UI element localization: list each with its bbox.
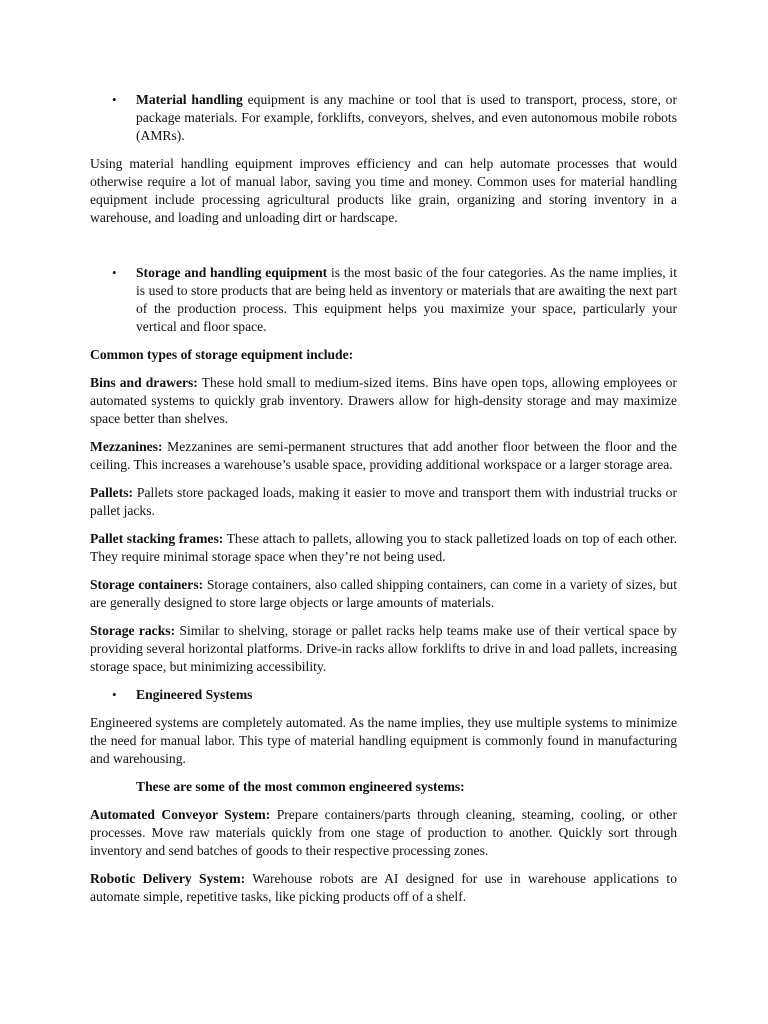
engineered-item-term: Automated Conveyor System: xyxy=(90,807,271,822)
storage-item-desc: These attach to pallets, allowing you to stack palletized loads on top of each other. They require minimal storage space when they’re not being used. xyxy=(90,531,678,564)
storage-item xyxy=(90,438,677,474)
engineered-item xyxy=(90,870,677,906)
bullet-icon: • xyxy=(112,687,117,702)
paragraph-engineered: Engineered systems are completely automated. As the name implies, they use multiple systems to minimize the need for manual labor. This type of material handling equipment is commonly found in manufacturing and warehousing. xyxy=(90,715,677,766)
storage-item-desc: These hold small to medium-sized items. Bins have open tops, allowing employees or automated systems to quickly grab inventory. Drawers allow for high-density storage and may maximize space better than shelves. xyxy=(90,375,677,426)
bullet-term: Material handling xyxy=(136,92,243,107)
storage-item xyxy=(90,530,677,566)
engineered-item-term: Robotic Delivery System: xyxy=(90,871,246,886)
storage-item-desc: Storage containers, also called shipping containers, can come in a variety of sizes, but are generally designed to store large objects or large amounts of materials. xyxy=(90,577,677,610)
bullet-text: is the most basic of the four categories. As the name implies, it is used to store products that are being held as inventory or materials that are awaiting the next part of the production process. This equipment helps you maximize your space, particularly your vertical and floor space. xyxy=(136,265,677,334)
bullet-term: Storage and handling equipment xyxy=(136,265,328,280)
storage-item-desc: Pallets store packaged loads, making it easier to move and transport them with industrial trucks or pallet jacks. xyxy=(90,485,677,518)
bullet-icon: • xyxy=(112,265,117,280)
document-page xyxy=(90,91,677,916)
storage-item-term: Pallets: xyxy=(90,485,134,500)
storage-item-term: Mezzanines: xyxy=(90,439,163,454)
storage-item-desc: Similar to shelving, storage or pallet racks help teams make use of their vertical space by providing several horizontal platforms. Drive-in racks allow forklifts to drive in and load pallets, increasing storage space, but minimizing accessibility. xyxy=(90,623,677,674)
paragraph-uses: Using material handling equipment improves efficiency and can help automate processes that would otherwise require a lot of manual labor, saving you time and money. Common uses for material handling equipment include processing agricultural products like grain, organizing and storing inventory in a warehouse, and loading and unloading dirt or hardscape. xyxy=(90,156,677,225)
storage-heading xyxy=(90,346,677,364)
engineered-heading xyxy=(90,778,677,796)
bullet-material-handling xyxy=(90,91,677,145)
storage-item xyxy=(90,374,677,428)
storage-item-term: Bins and drawers: xyxy=(90,375,198,390)
engineered-heading-text: These are some of the most common engineered systems: xyxy=(136,779,465,794)
storage-item-term: Storage racks: xyxy=(90,623,176,638)
bullet-icon: • xyxy=(112,92,117,107)
bullet-term: Engineered Systems xyxy=(136,687,253,702)
storage-heading-text: Common types of storage equipment include: xyxy=(90,347,354,362)
storage-item xyxy=(90,622,677,676)
storage-item-term: Pallet stacking frames: xyxy=(90,531,224,546)
storage-item xyxy=(90,576,677,612)
engineered-item-desc: Prepare containers/parts through cleaning, steaming, cooling, or other processes. Move raw materials quickly from one stage of production to another. Quickly sort through inventory and send batches of goods to their respective processing zones. xyxy=(90,807,677,858)
storage-item-term: Storage containers: xyxy=(90,577,204,592)
bullet-storage-handling xyxy=(90,264,677,336)
engineered-item-desc: Warehouse robots are AI designed for use in warehouse applications to automate simple, repetitive tasks, like picking products off of a shelf. xyxy=(90,871,678,904)
spacer xyxy=(90,237,677,264)
bullet-text: equipment is any machine or tool that is used to transport, process, store, or package materials. For example, forklifts, conveyors, shelves, and even autonomous mobile robots (AMRs). xyxy=(136,92,677,143)
storage-item-desc: Mezzanines are semi-permanent structures that add another floor between the floor and the ceiling. This increases a warehouse’s usable space, providing additional workspace or a larger storage area. xyxy=(90,439,677,472)
bullet-engineered-systems xyxy=(90,686,677,704)
storage-item xyxy=(90,484,677,520)
engineered-item xyxy=(90,806,677,860)
